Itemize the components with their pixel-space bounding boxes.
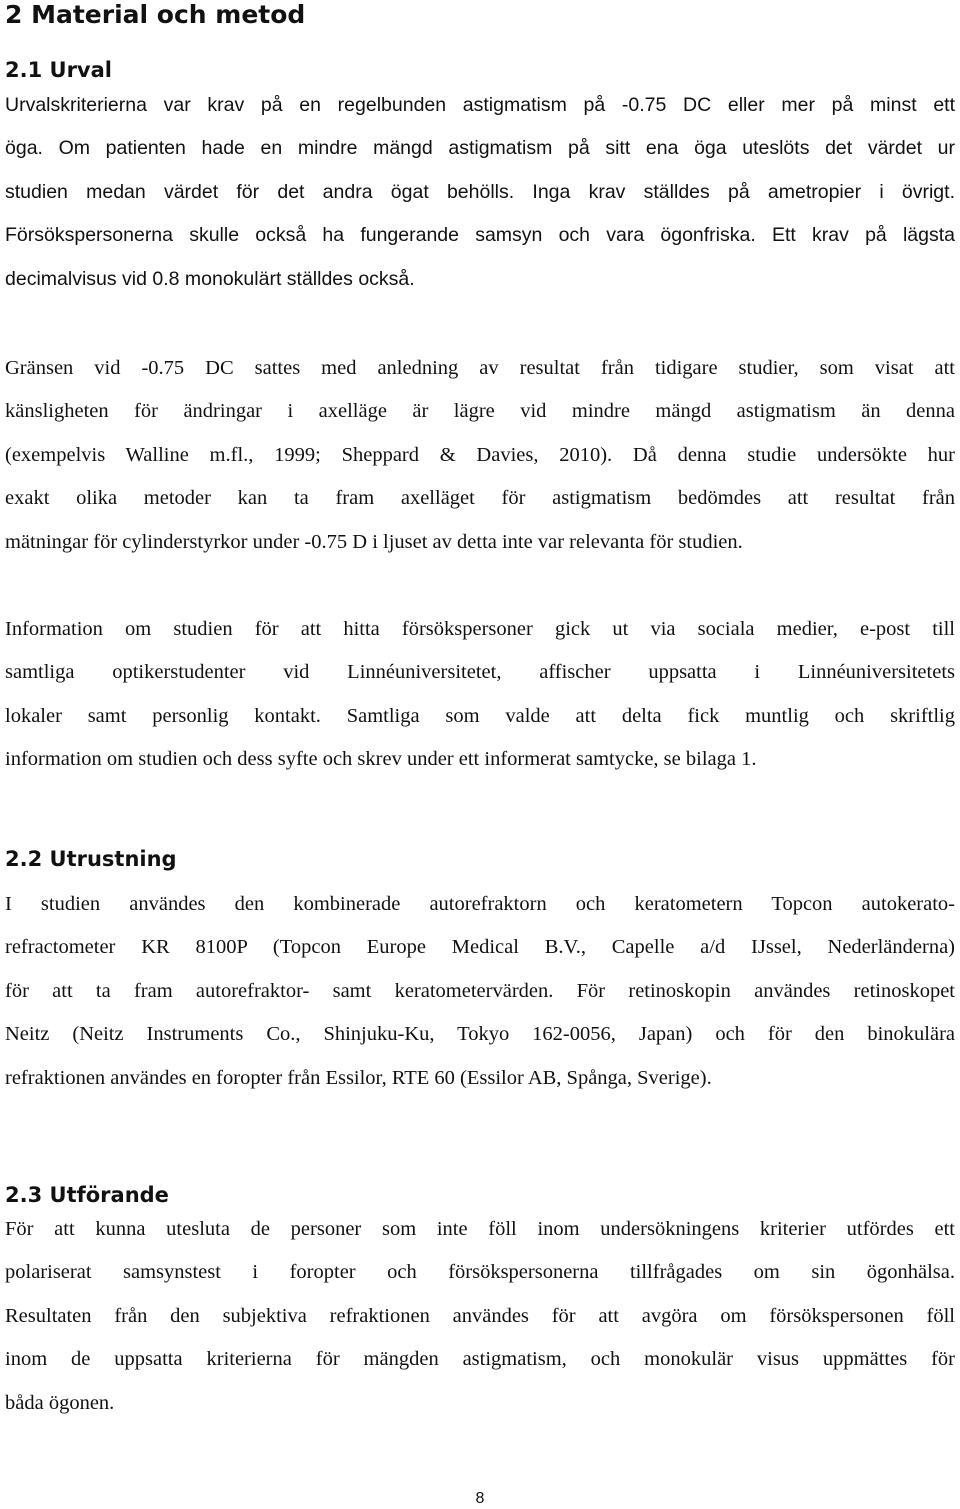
section-heading-urval: 2.1 Urval — [5, 58, 112, 82]
text-line: information om studien och dess syfte och skrev under ett informerat samtycke, se bilaga 1. — [5, 748, 757, 771]
text-line: samtliga optikerstudenter vid Linnéuniversitetet, affischer uppsatta i Linnéuniversitetets — [5, 661, 955, 684]
text-line: båda ögonen. — [5, 1391, 115, 1414]
text-line: (exempelvis Walline m.fl., 1999; Sheppard & Davies, 2010). Då denna studie undersökte hur — [5, 443, 955, 466]
text-line: Urvalskriterierna var krav på en regelbunden astigmatism på -0.75 DC eller mer på minst ett — [5, 94, 955, 116]
utrustning-paragraph-1 — [5, 883, 955, 1100]
text-line: Försökspersonerna skulle också ha fungerande samsyn och vara ögonfriska. Ett krav på lägsta — [5, 224, 955, 247]
text-line: Gränsen vid -0.75 DC sattes med anledning av resultat från tidigare studier, som visat att — [5, 357, 955, 379]
text-line: lokaler samt personlig kontakt. Samtliga som valde att delta fick muntlig och skriftlig — [5, 704, 955, 727]
urval-paragraph-2 — [5, 347, 955, 564]
utforande-paragraph-1 — [5, 1208, 955, 1425]
section-heading-utforande: 2.3 Utförande — [5, 1183, 169, 1207]
text-line: polariserat samsynstest i foropter och försökspersonerna tillfrågades om sin ögonhälsa. — [5, 1261, 955, 1284]
text-line: Information om studien för att hitta försökspersoner gick ut via sociala medier, e-post till — [5, 618, 955, 640]
urval-paragraph-3 — [5, 608, 955, 782]
text-line: för att ta fram autorefraktor- samt keratometervärden. För retinoskopin användes retinoskopet — [5, 979, 955, 1002]
text-line: decimalvisus vid 0.8 monokulärt ställdes också. — [5, 267, 415, 290]
text-line: känsligheten för ändringar i axelläge är lägre vid mindre mängd astigmatism än denna — [5, 400, 955, 423]
text-line: Resultaten från den subjektiva refraktionen användes för att avgöra om försökspersonen föll — [5, 1304, 955, 1327]
text-line: öga. Om patienten hade en mindre mängd astigmatism på sitt ena öga uteslöts det värdet ur — [5, 137, 955, 160]
text-line: exakt olika metoder kan ta fram axelläget för astigmatism bedömdes att resultat från — [5, 487, 955, 510]
chapter-heading: 2 Material och metod — [5, 0, 306, 29]
text-line: Neitz (Neitz Instruments Co., Shinjuku-Ku, Tokyo 162-0056, Japan) och för den binokulära — [5, 1023, 955, 1046]
text-line: refraktionen användes en foropter från Essilor, RTE 60 (Essilor AB, Spånga, Sverige). — [5, 1066, 712, 1089]
page-number: 8 — [475, 1490, 485, 1507]
text-line: refractometer KR 8100P (Topcon Europe Medical B.V., Capelle a/d IJssel, Nederländerna) — [5, 936, 955, 959]
text-line: inom de uppsatta kriterierna för mängden astigmatism, och monokulär visus uppmättes för — [5, 1348, 955, 1371]
text-line: mätningar för cylinderstyrkor under -0.75 D i ljuset av detta inte var relevanta för studien. — [5, 530, 743, 553]
urval-paragraph-1 — [5, 84, 955, 301]
text-line: studien medan värdet för det andra ögat behölls. Inga krav ställdes på ametropier i övrigt. — [5, 180, 955, 203]
text-line: I studien användes den kombinerade autorefraktorn och keratometern Topcon autokerato- — [5, 893, 955, 915]
text-line: För att kunna utesluta de personer som inte föll inom undersökningens kriterier utfördes ett — [5, 1218, 955, 1240]
section-heading-utrustning: 2.2 Utrustning — [5, 847, 177, 871]
